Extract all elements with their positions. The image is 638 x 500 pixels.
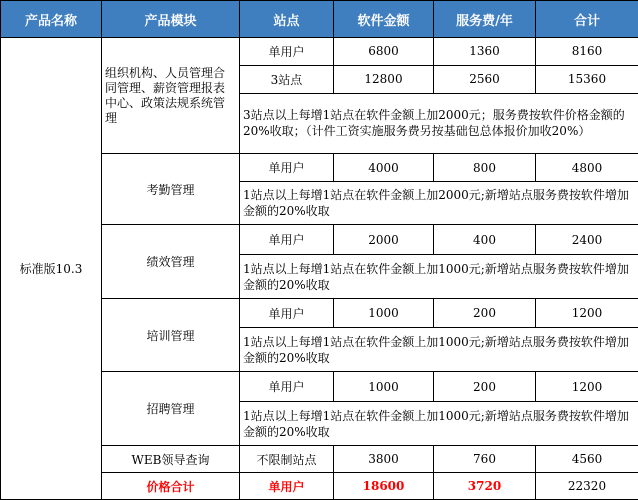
header-row <box>1 1 638 38</box>
header-total: 合计 <box>536 1 638 38</box>
header-software-amount: 软件金额 <box>334 1 434 38</box>
product-name-cell: 标准版10.3 <box>1 38 102 500</box>
software-amount-cell: 1000 <box>334 372 434 402</box>
total-cell: 4800 <box>536 154 638 182</box>
pricing-note: 1站点以上每增1站点在软件金额上加1000元;新增站点服务费按软件增加金额的20%收取 <box>240 255 638 299</box>
software-amount-cell: 3800 <box>334 446 434 473</box>
total-cell: 15360 <box>536 65 638 93</box>
header-site: 站点 <box>240 1 334 38</box>
service-fee-cell: 400 <box>434 225 536 255</box>
pricing-note: 3站点以上每增1站点在软件金额上加2000元；服务费按软件价格金额的20%收取；（计件工资实施服务费另按基础包总体报价加收20%） <box>240 93 638 154</box>
table-row <box>1 38 638 66</box>
software-amount-cell: 18600 <box>334 473 434 500</box>
service-fee-cell: 200 <box>434 372 536 402</box>
total-cell: 4560 <box>536 446 638 473</box>
total-cell: 8160 <box>536 38 638 66</box>
service-fee-cell: 200 <box>434 299 536 328</box>
site-cell: 单用户 <box>240 225 334 255</box>
module-cell: 招聘管理 <box>102 372 240 446</box>
service-fee-cell: 3720 <box>434 473 536 500</box>
header-product-name: 产品名称 <box>1 1 102 38</box>
module-cell: 绩效管理 <box>102 225 240 299</box>
service-fee-cell: 1360 <box>434 38 536 66</box>
site-cell: 单用户 <box>240 38 334 66</box>
pricing-note: 1站点以上每增1站点在软件金额上加2000元;新增站点服务费按软件增加金额的20%收取 <box>240 182 638 225</box>
site-cell: 不限制站点 <box>240 446 334 473</box>
service-fee-cell: 2560 <box>434 65 536 93</box>
module-cell: 培训管理 <box>102 299 240 372</box>
total-cell: 2400 <box>536 225 638 255</box>
site-cell: 单用户 <box>240 473 334 500</box>
pricing-note: 1站点以上每增1站点在软件金额上加1000元;新增站点服务费按软件增加金额的20%收取 <box>240 402 638 446</box>
pricing-note: 1站点以上每增1站点在软件金额上加1000元;新增站点服务费按软件增加金额的20%收取 <box>240 328 638 372</box>
site-cell: 3站点 <box>240 65 334 93</box>
site-cell: 单用户 <box>240 154 334 182</box>
software-amount-cell: 4000 <box>334 154 434 182</box>
software-amount-cell: 2000 <box>334 225 434 255</box>
service-fee-cell: 800 <box>434 154 536 182</box>
total-cell: 1200 <box>536 299 638 328</box>
module-cell: WEB领导查询 <box>102 446 240 473</box>
software-amount-cell: 12800 <box>334 65 434 93</box>
service-fee-cell: 760 <box>434 446 536 473</box>
software-amount-cell: 6800 <box>334 38 434 66</box>
total-label: 价格合计 <box>102 473 240 500</box>
header-product-module: 产品模块 <box>102 1 240 38</box>
header-service-fee: 服务费/年 <box>434 1 536 38</box>
site-cell: 单用户 <box>240 372 334 402</box>
total-cell: 1200 <box>536 372 638 402</box>
site-cell: 单用户 <box>240 299 334 328</box>
grand-total-cell: 22320 <box>536 473 638 500</box>
module-cell: 组织机构、人员管理合同管理、薪资管理报表中心、政策法规系统管理 <box>102 38 240 154</box>
module-cell: 考勤管理 <box>102 154 240 225</box>
software-amount-cell: 1000 <box>334 299 434 328</box>
